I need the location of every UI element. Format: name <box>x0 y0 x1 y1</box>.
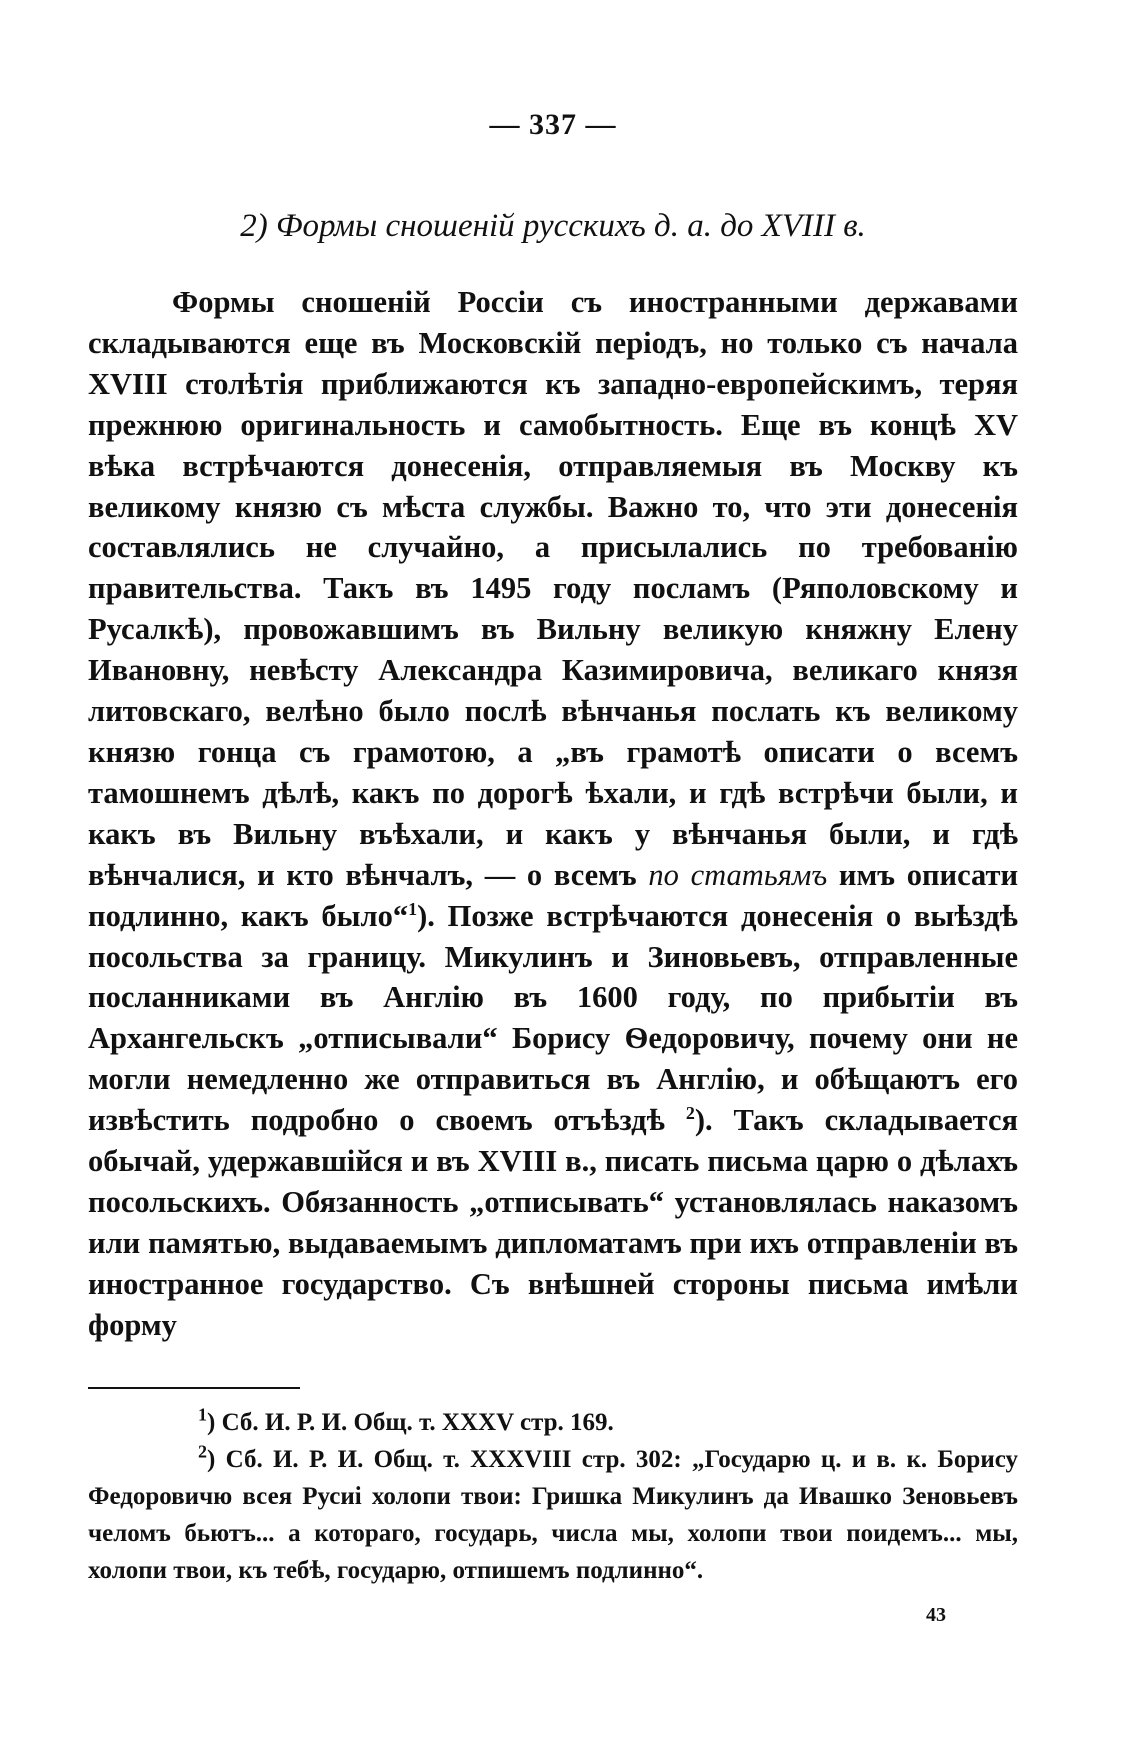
footnote-text: ) Сб. И. Р. И. Общ. т. XXXV стр. 169. <box>207 1409 614 1436</box>
paragraph-text-3: ). Позже встрѣчаются донесенія о выѣздѣ посольства за границу. Микулинъ и Зиновьевъ, отправленные посланниками въ Англію въ 1600 году, по прибытіи въ Архангельскъ „отписывали“ Борису Ѳедоровичу, почему они не могли немедленно же отправиться въ Англію, и обѣщаютъ его извѣстить подробно о своемъ отъѣздѣ <box>88 898 1018 1138</box>
section-heading-text: Формы сношеній русскихъ д. а. до XVIII в. <box>275 208 866 244</box>
printer-signature: 43 <box>926 1604 946 1626</box>
paragraph-text-4: ). Такъ складывается обычай, удержавшійся и въ XVIII в., писать письма царю о дѣлахъ посольскихъ. Обязанность „отписывать“ установлялась наказомъ или памятью, выдаваемымъ дипломатамъ при ихъ отправленіи въ иностранное государство. Съ внѣшней стороны письма имѣли форму <box>88 1103 1019 1342</box>
footnote-1 <box>88 1404 1018 1441</box>
paragraph-text-1: Формы сношеній Россіи съ иностранными державами складываются еще въ Московскій періодъ, но только съ начала XVIII столѣтія приближаются къ западно-европейскимъ, теряя прежнюю оригинальность и самобытность. Еще въ концѣ XV вѣка встрѣчаются донесенія, отправляемыя въ Москву къ великому князю съ мѣста службы. Важно то, что эти донесенія составлялись не случайно, а присылались по требованію правительства. Такъ въ 1495 году посламъ (Ряполовскому и Русалкѣ), провожавшимъ въ Вильну великую княжну Елену Ивановну, невѣсту Александра Казимировича, великаго князя литовскаго, велѣно было послѣ вѣнчанья послать къ великому князю гонца съ грамотою, а „въ грамотѣ описати о всемъ тамошнемъ дѣлѣ, какъ по дорогѣ ѣхали, и гдѣ встрѣчи были, и какъ въ Вильну въѣхали, и какъ у вѣнчанья были, и гдѣ вѣнчалися, и кто вѣнчалъ, — о всемъ <box>88 285 1018 892</box>
footnote-ref-1: 1 <box>408 898 418 919</box>
footnote-2 <box>88 1441 1018 1589</box>
page-number: — 337 — <box>489 108 617 141</box>
footnote-mark: 2 <box>198 1441 207 1462</box>
body-paragraph <box>88 282 1018 1346</box>
footnote-divider <box>88 1387 300 1389</box>
footnote-mark: 1 <box>198 1404 207 1425</box>
footnote-ref-2: 2 <box>685 1102 695 1123</box>
footnotes <box>88 1404 1018 1589</box>
section-heading-number: 2) <box>240 208 268 244</box>
paragraph-text-2: имъ описати подлинно, какъ было“ <box>88 857 1019 933</box>
paragraph-italic-phrase: по статьямъ <box>648 857 828 892</box>
section-heading <box>88 208 1018 245</box>
footnote-text: ) Сб. И. Р. И. Общ. т. XXXVIII стр. 302: „Государю ц. и в. к. Борису Федоровичю всея Русиі холопи твои: Гришка Микулинъ да Ивашко Зеновьевъ челомъ бьютъ... а котораго, государь, числа мы, холопи твои поидемъ... мы, холопи твои, къ тебѣ, государю, отпишемъ подлинно“. <box>88 1446 1018 1584</box>
